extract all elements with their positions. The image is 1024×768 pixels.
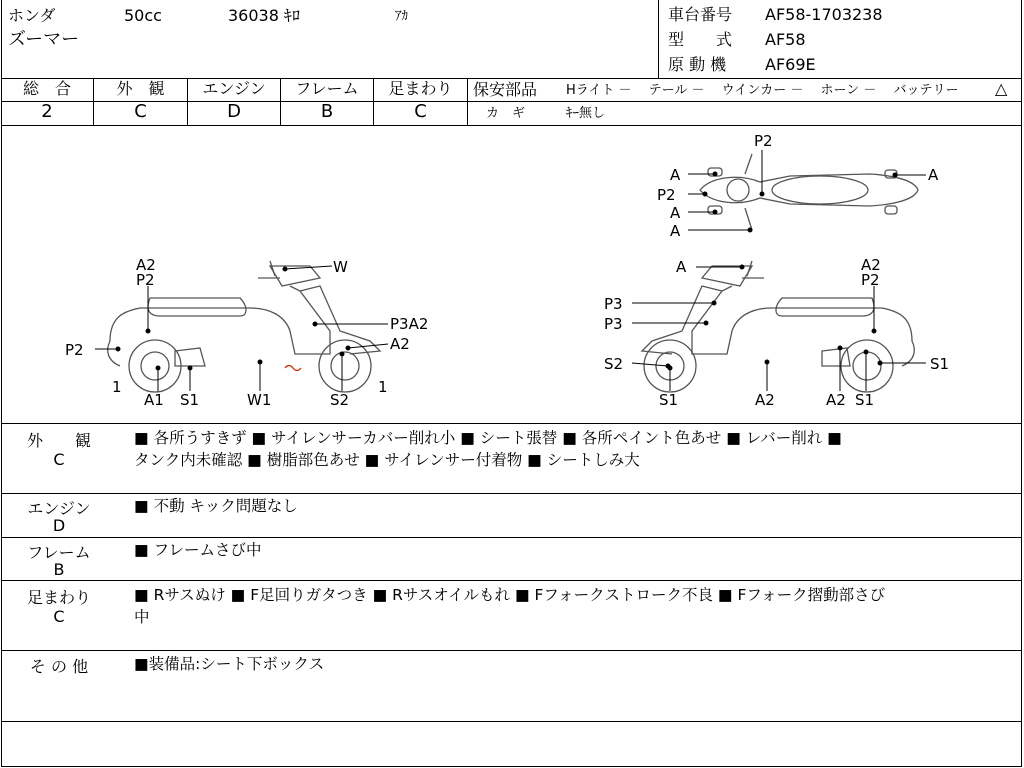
- diagram-label: P2: [754, 132, 773, 150]
- key-label: カ ギ: [486, 106, 526, 121]
- engine-value: AF69E: [765, 55, 816, 74]
- type-value: AF58: [765, 30, 806, 49]
- grade-label-total: 総 合: [22, 79, 71, 98]
- diagram-label: A2: [826, 391, 846, 409]
- diagram-label: S2: [330, 391, 350, 409]
- diagram-label: 1: [112, 378, 122, 396]
- section-label-other: そ の 他: [29, 657, 89, 676]
- grade-value-suspension: C: [414, 101, 427, 122]
- frame-no-label: 車台番号: [668, 5, 733, 24]
- diagram-label: S1: [930, 355, 950, 373]
- grade-label-exterior: 外 観: [116, 79, 165, 98]
- engine-label: 原 動 機: [668, 55, 727, 74]
- diagram-label: A: [670, 166, 681, 184]
- section-label-frame: フレーム: [27, 543, 91, 562]
- diagram-label: W: [333, 258, 348, 276]
- section-grade-exterior: C: [53, 450, 65, 469]
- section-text-exterior-line1: ■ 各所うすきず ■ サイレンサーカバー削れ小 ■ シート張替 ■ 各所ペイント色あせ ■ レバー削れ ■: [134, 429, 842, 447]
- section-divider-3: [1, 580, 1022, 581]
- maker-name: ホンダ: [8, 6, 56, 25]
- section-text-engine-line1: ■ 不動 キック問題なし: [134, 497, 298, 515]
- diagram-label: A2: [390, 335, 410, 353]
- safety-row-divider: [467, 101, 1022, 102]
- section-grade-engine: D: [52, 516, 66, 535]
- safety-label: 保安部品: [473, 80, 538, 99]
- scooter-top-view: [700, 154, 918, 230]
- grade-value-frame: B: [320, 101, 334, 122]
- battery-status-mark: △: [995, 79, 1008, 98]
- header-vdivider: [658, 0, 659, 78]
- section-text-suspension-line1: ■ Rサスぬけ ■ F足回りガタつき ■ Rサスオイルもれ ■ Fフォークストローク不良 ■ Fフォーク摺動部さび: [134, 586, 886, 604]
- diagram-label: A2: [136, 256, 156, 274]
- key-value: ｷｰ無し: [566, 106, 606, 121]
- damage-labels: [65, 132, 949, 409]
- diagram-label: P2: [65, 341, 84, 359]
- diagram-label: A: [676, 258, 687, 276]
- model-name: ズーマー: [8, 29, 80, 50]
- diagram-label: S1: [855, 391, 875, 409]
- section-grade-suspension: C: [53, 607, 65, 626]
- diagram-label: P3A2: [390, 315, 429, 333]
- diagram-label: S1: [659, 391, 679, 409]
- section-label-suspension: 足まわり: [26, 588, 91, 607]
- diagram-label: S1: [180, 391, 200, 409]
- grade-value-engine: D: [227, 101, 241, 122]
- section-label-exterior: 外 観: [26, 431, 91, 450]
- section-text-frame-line1: ■ フレームさび中: [134, 541, 262, 559]
- diagram-label: P2: [136, 271, 155, 289]
- damage-leaders: [95, 150, 926, 391]
- section-text-suspension-line2: 中: [134, 608, 150, 626]
- section-divider-2: [1, 537, 1022, 538]
- displacement: 50cc: [124, 6, 162, 25]
- diagram-label: P3: [604, 315, 623, 333]
- diagram-label: 1: [378, 378, 388, 396]
- diagram-divider: [1, 423, 1022, 424]
- crack-mark: [285, 366, 301, 371]
- grade-value-total: 2: [41, 101, 53, 122]
- frame-no: AF58-1703238: [765, 5, 883, 24]
- diagram-label: A2: [861, 256, 881, 274]
- safety-items: Hライト － テール － ウインカー － ホーン － バッテリー: [566, 83, 959, 98]
- grade-label-engine: エンジン: [202, 79, 266, 98]
- section-divider-5: [1, 721, 1022, 722]
- grade-label-suspension: 足まわり: [388, 79, 453, 98]
- mileage: 36038 ｷﾛ: [228, 6, 300, 25]
- diagram-label: S2: [604, 355, 624, 373]
- diagram-label: W1: [247, 391, 272, 409]
- body-color: ｱｶ: [395, 9, 408, 24]
- section-divider-1: [1, 493, 1022, 494]
- diagram-label: P3: [604, 295, 623, 313]
- diagram-label: A: [928, 166, 939, 184]
- damage-diagram: [0, 126, 1022, 422]
- diagram-label: P2: [861, 271, 880, 289]
- type-label: 型 式: [668, 30, 733, 49]
- diagram-label: A: [670, 204, 681, 222]
- grade-label-frame: フレーム: [295, 79, 359, 98]
- section-divider-4: [1, 650, 1022, 651]
- diagram-label: P2: [657, 186, 676, 204]
- diagram-label: A2: [755, 391, 775, 409]
- diagram-label: A: [670, 222, 681, 240]
- grade-value-exterior: C: [134, 101, 147, 122]
- section-label-engine: エンジン: [27, 499, 91, 518]
- section-text-exterior-line2: タンク内未確認 ■ 樹脂部色あせ ■ サイレンサー付着物 ■ シートしみ大: [134, 451, 640, 469]
- diagram-label: A1: [144, 391, 164, 409]
- section-grade-frame: B: [53, 560, 65, 579]
- section-text-other-line1: ■装備品:シート下ボックス: [134, 655, 325, 673]
